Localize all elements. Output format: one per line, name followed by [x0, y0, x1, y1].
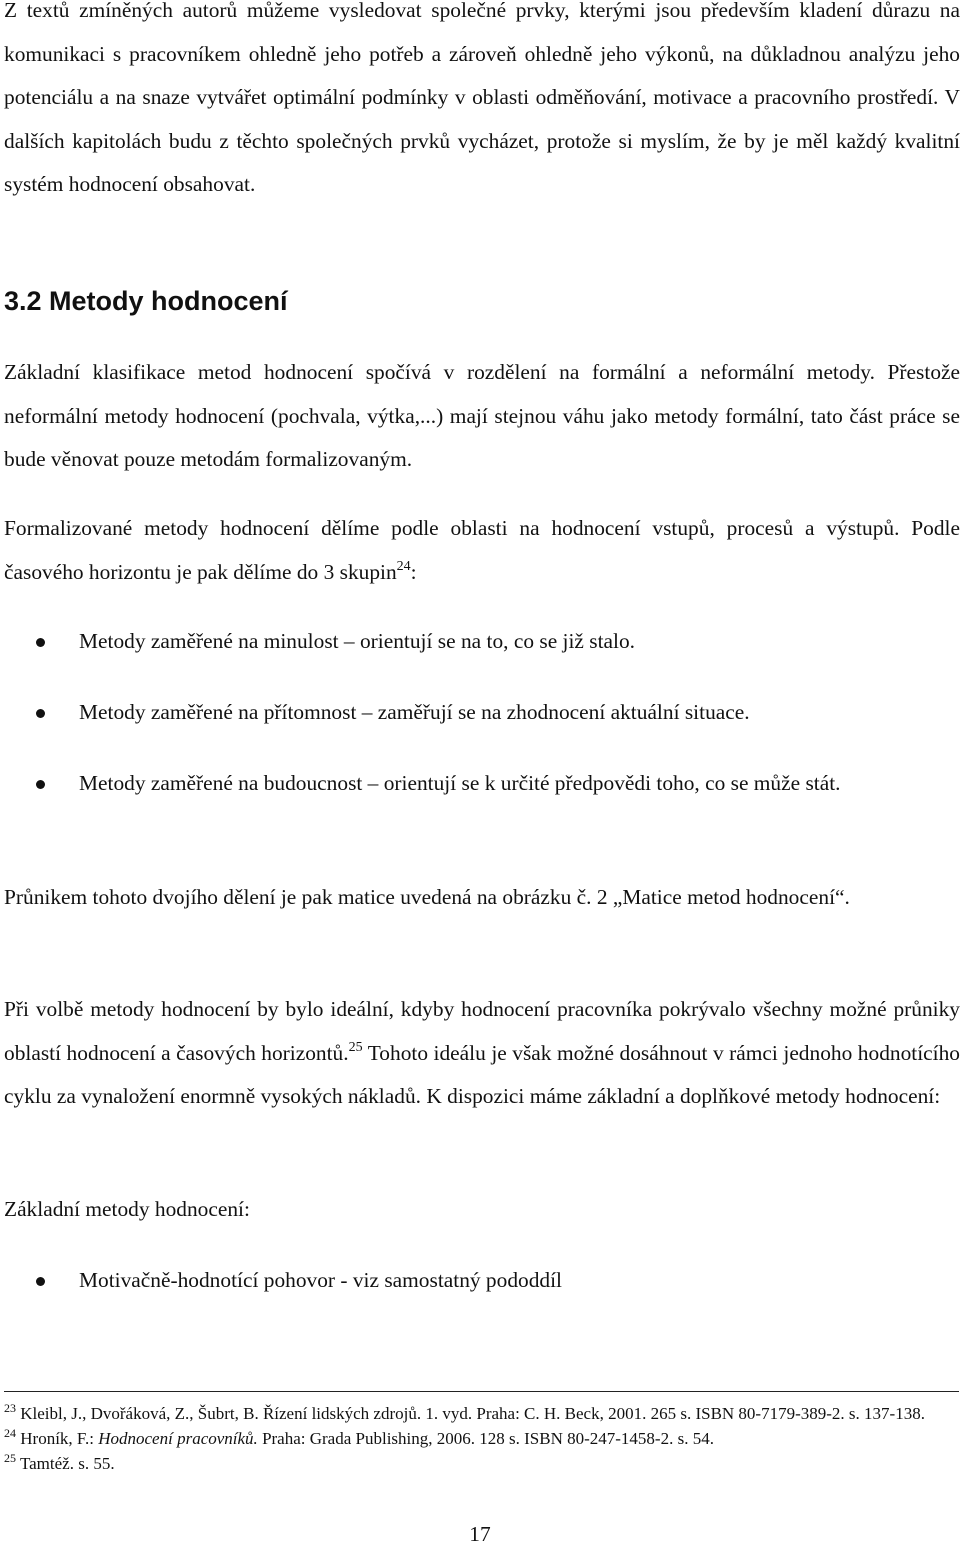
- footnote-23: [4, 1401, 954, 1426]
- method-choice-text-a: Při volbě metody hodnocení by bylo ideální, kdyby hodnocení pracovníka pokrývalo všechny možné průniky oblastí hodnocení a časových horizontů.: [4, 997, 960, 1065]
- paragraph-common-elements: Z textů zmíněných autorů můžeme vysledovat společné prvky, kterými jsou především kladení důrazu na komunikaci s pracovníkem ohledně jeho potřeb a zároveň ohledně jeho výkonů, na důkladnou analýzu jeho potenciálu a na snaze vytvářet optimální podmínky v oblasti odměňování, motivace a pracovního prostředí. V dalších kapitolách budu z těchto společných prvků vycházet, protože si myslím, že by je měl každý kvalitní systém hodnocení obsahovat.: [4, 0, 960, 196]
- footnote-text: Kleibl, J., Dvořáková, Z., Šubrt, B. Řízení lidských zdrojů. 1. vyd. Praha: C. H. Beck, 2001. 265 s. ISBN 80-7179-389-2. s. 137-138.: [16, 1404, 925, 1423]
- formalized-methods-text: Formalizované metody hodnocení dělíme podle oblasti na hodnocení vstupů, procesů a výstupů. Podle časového horizontu je pak dělíme do 3 skupin: [4, 516, 960, 584]
- colon: :: [410, 559, 417, 584]
- footnote-ref-25: 25: [348, 1039, 363, 1055]
- footnote-number: 23: [4, 1401, 16, 1415]
- footnote-25: [4, 1451, 954, 1476]
- bullet-icon: [36, 780, 45, 789]
- paragraph-method-choice: [4, 988, 960, 1119]
- bullet-icon: [36, 1277, 45, 1286]
- footnote-text: Hroník, F.:: [16, 1429, 99, 1448]
- list-item-text: Metody zaměřené na přítomnost – zaměřují se na zhodnocení aktuální situace.: [79, 700, 750, 724]
- footnote-ref-24: 24: [396, 558, 411, 574]
- footnote-book-title: Hodnocení pracovníků.: [98, 1429, 258, 1448]
- bullet-icon: [36, 709, 45, 718]
- footnote-number: 25: [4, 1451, 16, 1465]
- list-item-text: Metody zaměřené na budoucnost – orientují se k určité předpovědi toho, co se může stát.: [79, 771, 841, 795]
- paragraph-formalized-methods: [4, 507, 960, 594]
- footnote-text: Praha: Grada Publishing, 2006. 128 s. ISBN 80-247-1458-2. s. 54.: [257, 1429, 714, 1448]
- paragraph-basic-methods: Základní metody hodnocení:: [4, 1197, 250, 1221]
- footnote-divider: [4, 1391, 959, 1392]
- section-heading: 3.2 Metody hodnocení: [4, 286, 288, 316]
- footnotes: [4, 1401, 954, 1476]
- page-number: 17: [469, 1522, 491, 1546]
- footnote-number: 24: [4, 1426, 16, 1440]
- list-item-text: Motivačně-hodnotící pohovor - viz samostatný pododdíl: [79, 1268, 562, 1292]
- list-item-text: Metody zaměřené na minulost – orientují se na to, co se již stalo.: [79, 629, 636, 653]
- paragraph-matrix: Průnikem tohoto dvojího dělení je pak matice uvedená na obrázku č. 2 „Matice metod hodnocení“.: [4, 885, 850, 909]
- paragraph-classification: Základní klasifikace metod hodnocení spočívá v rozdělení na formální a neformální metody. Přestože neformální metody hodnocení (pochvala, výtka,...) mají stejnou váhu jako metody formální, tato část práce se bude věnovat pouze metodám formalizovaným.: [4, 360, 960, 471]
- footnote-text: Tamtéž. s. 55.: [16, 1454, 115, 1473]
- footnote-24: [4, 1426, 954, 1451]
- method-choice-text-b: Tohoto ideálu je však možné dosáhnout v rámci jednoho hodnotícího cyklu za vynaložení enormně vysokých nákladů. K dispozici máme základní a doplňkové metody hodnocení:: [4, 1040, 960, 1108]
- bullet-icon: [36, 638, 45, 647]
